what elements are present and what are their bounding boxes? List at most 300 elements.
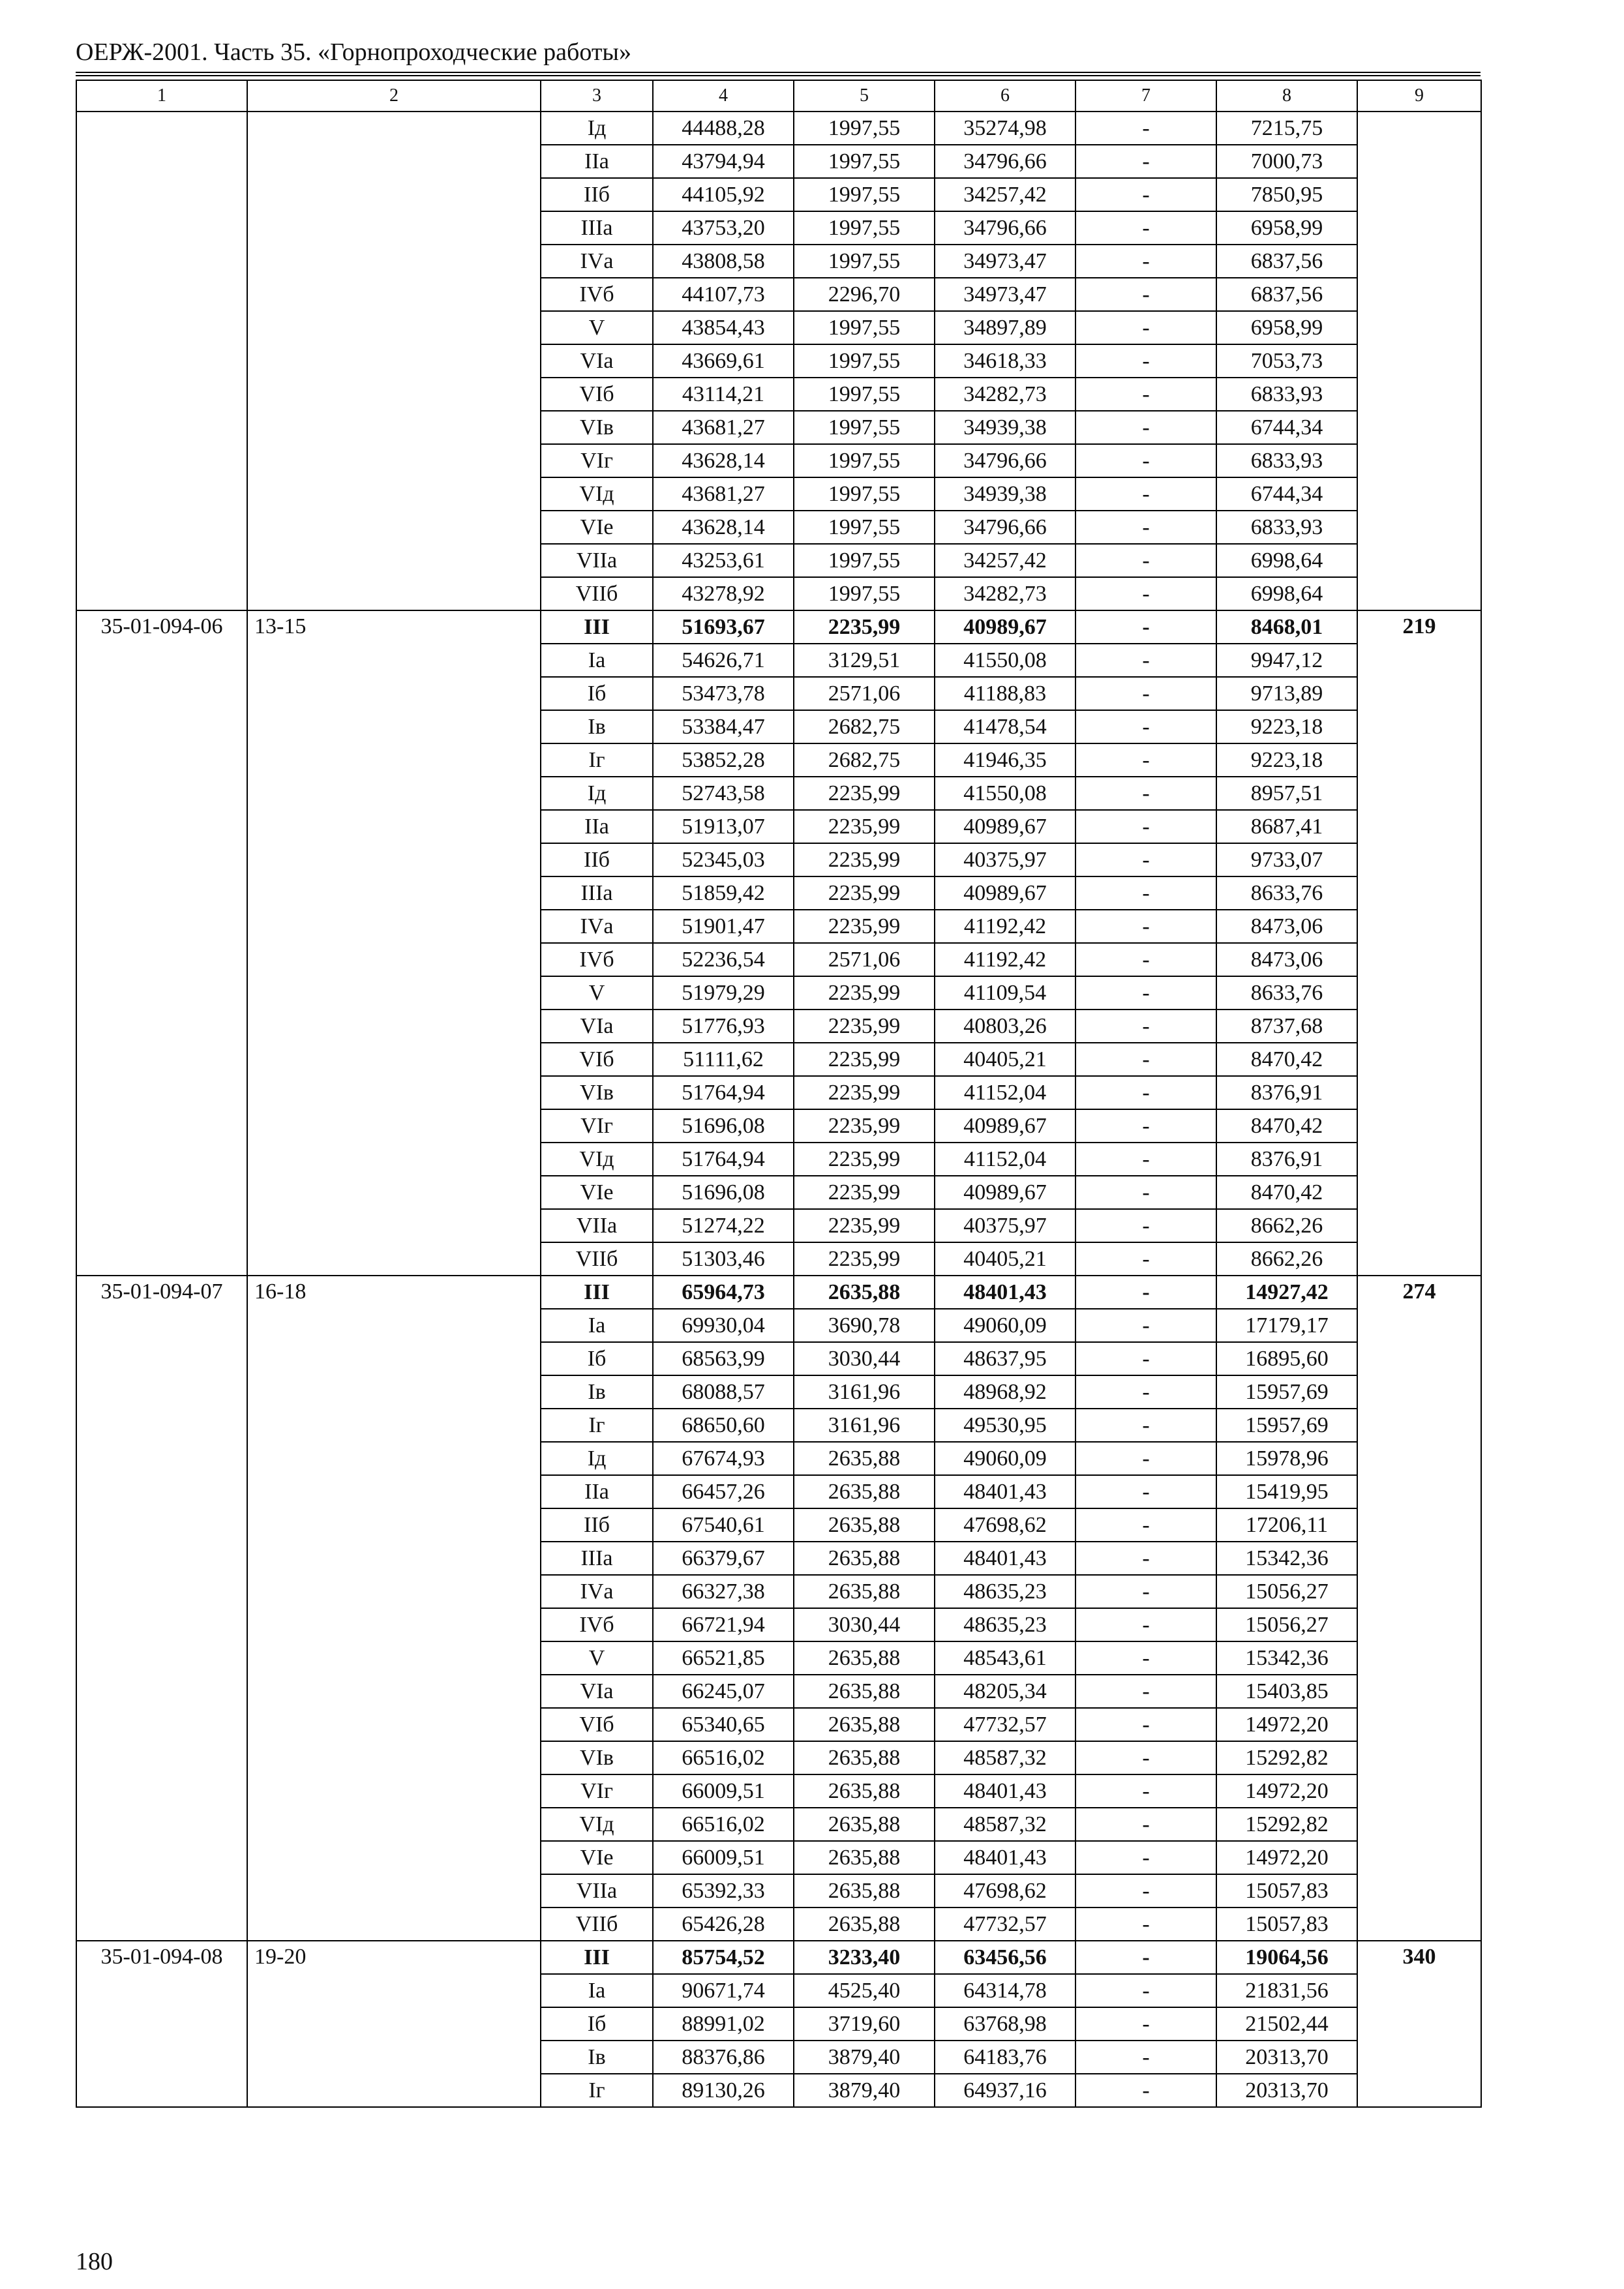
class-cell: IVб bbox=[541, 1608, 653, 1641]
drivers-wages-cell: - bbox=[1075, 976, 1216, 1010]
total-cost-cell: 43669,61 bbox=[653, 344, 794, 378]
class-cell: VIб bbox=[541, 1043, 653, 1076]
total-cost-cell: 69930,04 bbox=[653, 1309, 794, 1342]
total-cost-cell: 52743,58 bbox=[653, 777, 794, 810]
wages-cell: 1997,55 bbox=[794, 378, 935, 411]
machines-cell: 34973,47 bbox=[935, 278, 1075, 311]
machines-cell: 48635,23 bbox=[935, 1608, 1075, 1641]
wages-cell: 1997,55 bbox=[794, 477, 935, 511]
total-cost-cell: 66009,51 bbox=[653, 1841, 794, 1874]
class-cell: IIIа bbox=[541, 211, 653, 245]
drivers-wages-cell: - bbox=[1075, 1974, 1216, 2007]
total-cost-cell: 51764,94 bbox=[653, 1143, 794, 1176]
class-cell: VIв bbox=[541, 1741, 653, 1774]
table-body bbox=[76, 80, 1481, 2107]
wages-cell: 2235,99 bbox=[794, 1176, 935, 1209]
wages-cell: 2635,88 bbox=[794, 1675, 935, 1708]
wages-cell: 3161,96 bbox=[794, 1375, 935, 1409]
total-cost-cell: 68650,60 bbox=[653, 1409, 794, 1442]
wages-cell: 2235,99 bbox=[794, 1143, 935, 1176]
class-cell: VIа bbox=[541, 344, 653, 378]
drivers-wages-cell: - bbox=[1075, 477, 1216, 511]
materials-cell: 6744,34 bbox=[1216, 411, 1357, 444]
wages-cell: 2635,88 bbox=[794, 1708, 935, 1741]
class-cell: VIIб bbox=[541, 1242, 653, 1276]
total-cost-cell: 53473,78 bbox=[653, 677, 794, 710]
machines-cell: 48637,95 bbox=[935, 1342, 1075, 1375]
materials-cell: 15957,69 bbox=[1216, 1409, 1357, 1442]
materials-cell: 15056,27 bbox=[1216, 1608, 1357, 1641]
materials-cell: 8376,91 bbox=[1216, 1143, 1357, 1176]
materials-cell: 6833,93 bbox=[1216, 444, 1357, 477]
machines-cell: 41478,54 bbox=[935, 710, 1075, 743]
wages-cell: 2682,75 bbox=[794, 743, 935, 777]
total-cost-cell: 67674,93 bbox=[653, 1442, 794, 1475]
machines-cell: 40989,67 bbox=[935, 1109, 1075, 1143]
table-row bbox=[76, 112, 1481, 145]
machines-cell: 48401,43 bbox=[935, 1276, 1075, 1309]
wages-cell: 2235,99 bbox=[794, 1043, 935, 1076]
machines-cell: 48401,43 bbox=[935, 1475, 1075, 1508]
total-cost-cell: 67540,61 bbox=[653, 1508, 794, 1542]
class-cell: Iг bbox=[541, 1409, 653, 1442]
machines-cell: 41550,08 bbox=[935, 644, 1075, 677]
machines-cell: 35274,98 bbox=[935, 112, 1075, 145]
wages-cell: 2235,99 bbox=[794, 1076, 935, 1109]
drivers-wages-cell: - bbox=[1075, 610, 1216, 644]
drivers-wages-cell: - bbox=[1075, 1675, 1216, 1708]
total-cost-cell: 54626,71 bbox=[653, 644, 794, 677]
class-cell: V bbox=[541, 976, 653, 1010]
drivers-wages-cell: - bbox=[1075, 1176, 1216, 1209]
drivers-wages-cell: - bbox=[1075, 145, 1216, 178]
total-cost-cell: 65426,28 bbox=[653, 1908, 794, 1941]
drivers-wages-cell: - bbox=[1075, 943, 1216, 976]
total-cost-cell: 51696,08 bbox=[653, 1176, 794, 1209]
machines-cell: 34939,38 bbox=[935, 477, 1075, 511]
wages-cell: 2635,88 bbox=[794, 1575, 935, 1608]
materials-cell: 15292,82 bbox=[1216, 1741, 1357, 1774]
total-cost-cell: 51913,07 bbox=[653, 810, 794, 843]
drivers-wages-cell: - bbox=[1075, 278, 1216, 311]
class-cell: III bbox=[541, 1941, 653, 1974]
machines-cell: 41192,42 bbox=[935, 943, 1075, 976]
machines-cell: 48401,43 bbox=[935, 1774, 1075, 1808]
machines-cell: 63456,56 bbox=[935, 1941, 1075, 1974]
wages-cell: 2571,06 bbox=[794, 677, 935, 710]
drivers-wages-cell: - bbox=[1075, 378, 1216, 411]
total-cost-cell: 66516,02 bbox=[653, 1741, 794, 1774]
materials-cell: 9947,12 bbox=[1216, 644, 1357, 677]
wages-cell: 2235,99 bbox=[794, 810, 935, 843]
materials-cell: 15057,83 bbox=[1216, 1908, 1357, 1941]
drivers-wages-cell: - bbox=[1075, 1010, 1216, 1043]
drivers-wages-cell: - bbox=[1075, 1209, 1216, 1242]
wages-cell: 3879,40 bbox=[794, 2041, 935, 2074]
drivers-wages-cell: - bbox=[1075, 211, 1216, 245]
machines-cell: 47732,57 bbox=[935, 1708, 1075, 1741]
wages-cell: 1997,55 bbox=[794, 311, 935, 344]
total-cost-cell: 68088,57 bbox=[653, 1375, 794, 1409]
wages-cell: 2235,99 bbox=[794, 843, 935, 876]
wages-cell: 2682,75 bbox=[794, 710, 935, 743]
total-cost-cell: 66327,38 bbox=[653, 1575, 794, 1608]
materials-cell: 8662,26 bbox=[1216, 1242, 1357, 1276]
class-cell: IIIа bbox=[541, 876, 653, 910]
total-cost-cell: 68563,99 bbox=[653, 1342, 794, 1375]
labor-cost-cell bbox=[1357, 112, 1481, 610]
machines-cell: 41152,04 bbox=[935, 1143, 1075, 1176]
rate-code: 35-01-094-07 bbox=[76, 1276, 247, 1941]
machines-cell: 41946,35 bbox=[935, 743, 1075, 777]
drivers-wages-cell: - bbox=[1075, 1708, 1216, 1741]
class-cell: IVб bbox=[541, 278, 653, 311]
wages-cell: 1997,55 bbox=[794, 411, 935, 444]
position-range: 19-20 bbox=[247, 1941, 541, 2107]
machines-cell: 48401,43 bbox=[935, 1841, 1075, 1874]
materials-cell: 8633,76 bbox=[1216, 876, 1357, 910]
class-cell: IIа bbox=[541, 145, 653, 178]
materials-cell: 8473,06 bbox=[1216, 910, 1357, 943]
machines-cell: 34282,73 bbox=[935, 577, 1075, 610]
total-cost-cell: 43681,27 bbox=[653, 477, 794, 511]
materials-cell: 6833,93 bbox=[1216, 511, 1357, 544]
drivers-wages-cell: - bbox=[1075, 710, 1216, 743]
materials-cell: 8633,76 bbox=[1216, 976, 1357, 1010]
materials-cell: 8470,42 bbox=[1216, 1109, 1357, 1143]
class-cell: VIб bbox=[541, 378, 653, 411]
materials-cell: 7850,95 bbox=[1216, 178, 1357, 211]
materials-cell: 8470,42 bbox=[1216, 1043, 1357, 1076]
wages-cell: 2235,99 bbox=[794, 976, 935, 1010]
column-number: 9 bbox=[1357, 80, 1481, 112]
drivers-wages-cell: - bbox=[1075, 843, 1216, 876]
wages-cell: 2635,88 bbox=[794, 1874, 935, 1908]
materials-cell: 15342,36 bbox=[1216, 1641, 1357, 1675]
materials-cell: 8957,51 bbox=[1216, 777, 1357, 810]
total-cost-cell: 89130,26 bbox=[653, 2074, 794, 2107]
drivers-wages-cell: - bbox=[1075, 1808, 1216, 1841]
wages-cell: 3879,40 bbox=[794, 2074, 935, 2107]
machines-cell: 41550,08 bbox=[935, 777, 1075, 810]
drivers-wages-cell: - bbox=[1075, 1076, 1216, 1109]
wages-cell: 1997,55 bbox=[794, 112, 935, 145]
class-cell: Iа bbox=[541, 1309, 653, 1342]
total-cost-cell: 51303,46 bbox=[653, 1242, 794, 1276]
materials-cell: 6837,56 bbox=[1216, 278, 1357, 311]
page-header: ОЕРЖ-2001. Часть 35. «Горнопроходческие работы» bbox=[76, 38, 631, 66]
total-cost-cell: 44107,73 bbox=[653, 278, 794, 311]
materials-cell: 17179,17 bbox=[1216, 1309, 1357, 1342]
class-cell: III bbox=[541, 610, 653, 644]
materials-cell: 9223,18 bbox=[1216, 743, 1357, 777]
class-cell: Iд bbox=[541, 1442, 653, 1475]
total-cost-cell: 43253,61 bbox=[653, 544, 794, 577]
column-number: 7 bbox=[1075, 80, 1216, 112]
drivers-wages-cell: - bbox=[1075, 777, 1216, 810]
drivers-wages-cell: - bbox=[1075, 1242, 1216, 1276]
machines-cell: 47698,62 bbox=[935, 1508, 1075, 1542]
class-cell: Iв bbox=[541, 1375, 653, 1409]
class-cell: IVб bbox=[541, 943, 653, 976]
class-cell: V bbox=[541, 311, 653, 344]
materials-cell: 15957,69 bbox=[1216, 1375, 1357, 1409]
materials-cell: 17206,11 bbox=[1216, 1508, 1357, 1542]
wages-cell: 1997,55 bbox=[794, 444, 935, 477]
machines-cell: 34796,66 bbox=[935, 211, 1075, 245]
machines-cell: 41188,83 bbox=[935, 677, 1075, 710]
total-cost-cell: 51859,42 bbox=[653, 876, 794, 910]
machines-cell: 40989,67 bbox=[935, 610, 1075, 644]
wages-cell: 2235,99 bbox=[794, 610, 935, 644]
machines-cell: 40375,97 bbox=[935, 1209, 1075, 1242]
rate-code: 35-01-094-06 bbox=[76, 610, 247, 1276]
drivers-wages-cell: - bbox=[1075, 1342, 1216, 1375]
drivers-wages-cell: - bbox=[1075, 1276, 1216, 1309]
header-rule bbox=[76, 75, 1481, 76]
class-cell: IVа bbox=[541, 910, 653, 943]
column-number: 4 bbox=[653, 80, 794, 112]
table-row bbox=[76, 610, 1481, 644]
materials-cell: 8470,42 bbox=[1216, 1176, 1357, 1209]
wages-cell: 2635,88 bbox=[794, 1841, 935, 1874]
drivers-wages-cell: - bbox=[1075, 1375, 1216, 1409]
materials-cell: 14972,20 bbox=[1216, 1708, 1357, 1741]
drivers-wages-cell: - bbox=[1075, 344, 1216, 378]
materials-cell: 7215,75 bbox=[1216, 112, 1357, 145]
wages-cell: 1997,55 bbox=[794, 544, 935, 577]
drivers-wages-cell: - bbox=[1075, 1109, 1216, 1143]
drivers-wages-cell: - bbox=[1075, 544, 1216, 577]
wages-cell: 2235,99 bbox=[794, 1010, 935, 1043]
class-cell: VIд bbox=[541, 477, 653, 511]
drivers-wages-cell: - bbox=[1075, 411, 1216, 444]
machines-cell: 49060,09 bbox=[935, 1442, 1075, 1475]
labor-cost-cell: 274 bbox=[1357, 1276, 1481, 1941]
machines-cell: 41192,42 bbox=[935, 910, 1075, 943]
drivers-wages-cell: - bbox=[1075, 910, 1216, 943]
materials-cell: 6837,56 bbox=[1216, 245, 1357, 278]
materials-cell: 20313,70 bbox=[1216, 2041, 1357, 2074]
class-cell: VIа bbox=[541, 1010, 653, 1043]
class-cell: IVа bbox=[541, 1575, 653, 1608]
column-number: 5 bbox=[794, 80, 935, 112]
materials-cell: 7000,73 bbox=[1216, 145, 1357, 178]
position-range bbox=[247, 112, 541, 610]
column-number: 8 bbox=[1216, 80, 1357, 112]
drivers-wages-cell: - bbox=[1075, 1575, 1216, 1608]
wages-cell: 1997,55 bbox=[794, 577, 935, 610]
machines-cell: 48635,23 bbox=[935, 1575, 1075, 1608]
materials-cell: 14927,42 bbox=[1216, 1276, 1357, 1309]
drivers-wages-cell: - bbox=[1075, 1608, 1216, 1641]
materials-cell: 6958,99 bbox=[1216, 211, 1357, 245]
table-row bbox=[76, 1941, 1481, 1974]
wages-cell: 2635,88 bbox=[794, 1508, 935, 1542]
materials-cell: 8662,26 bbox=[1216, 1209, 1357, 1242]
machines-cell: 40989,67 bbox=[935, 1176, 1075, 1209]
total-cost-cell: 43753,20 bbox=[653, 211, 794, 245]
total-cost-cell: 65340,65 bbox=[653, 1708, 794, 1741]
drivers-wages-cell: - bbox=[1075, 2007, 1216, 2041]
materials-cell: 15057,83 bbox=[1216, 1874, 1357, 1908]
total-cost-cell: 66245,07 bbox=[653, 1675, 794, 1708]
machines-cell: 34796,66 bbox=[935, 511, 1075, 544]
wages-cell: 2571,06 bbox=[794, 943, 935, 976]
materials-cell: 7053,73 bbox=[1216, 344, 1357, 378]
position-range: 13-15 bbox=[247, 610, 541, 1276]
class-cell: VIIб bbox=[541, 1908, 653, 1941]
machines-cell: 64314,78 bbox=[935, 1974, 1075, 2007]
wages-cell: 2296,70 bbox=[794, 278, 935, 311]
class-cell: VIе bbox=[541, 1841, 653, 1874]
rate-code: 35-01-094-08 bbox=[76, 1941, 247, 2107]
total-cost-cell: 43278,92 bbox=[653, 577, 794, 610]
drivers-wages-cell: - bbox=[1075, 1508, 1216, 1542]
drivers-wages-cell: - bbox=[1075, 511, 1216, 544]
materials-cell: 14972,20 bbox=[1216, 1841, 1357, 1874]
drivers-wages-cell: - bbox=[1075, 245, 1216, 278]
drivers-wages-cell: - bbox=[1075, 1309, 1216, 1342]
total-cost-cell: 43681,27 bbox=[653, 411, 794, 444]
machines-cell: 34796,66 bbox=[935, 444, 1075, 477]
class-cell: III bbox=[541, 1276, 653, 1309]
materials-cell: 6998,64 bbox=[1216, 577, 1357, 610]
wages-cell: 2235,99 bbox=[794, 777, 935, 810]
drivers-wages-cell: - bbox=[1075, 2074, 1216, 2107]
wages-cell: 2635,88 bbox=[794, 1741, 935, 1774]
materials-cell: 9223,18 bbox=[1216, 710, 1357, 743]
wages-cell: 3690,78 bbox=[794, 1309, 935, 1342]
wages-cell: 2635,88 bbox=[794, 1276, 935, 1309]
wages-cell: 2635,88 bbox=[794, 1774, 935, 1808]
machines-cell: 63768,98 bbox=[935, 2007, 1075, 2041]
total-cost-cell: 43854,43 bbox=[653, 311, 794, 344]
labor-cost-cell: 340 bbox=[1357, 1941, 1481, 2107]
column-number: 1 bbox=[76, 80, 247, 112]
drivers-wages-cell: - bbox=[1075, 1043, 1216, 1076]
wages-cell: 2235,99 bbox=[794, 1209, 935, 1242]
drivers-wages-cell: - bbox=[1075, 1641, 1216, 1675]
wages-cell: 2635,88 bbox=[794, 1442, 935, 1475]
machines-cell: 40989,67 bbox=[935, 876, 1075, 910]
machines-cell: 40405,21 bbox=[935, 1242, 1075, 1276]
materials-cell: 8473,06 bbox=[1216, 943, 1357, 976]
drivers-wages-cell: - bbox=[1075, 1442, 1216, 1475]
total-cost-cell: 66521,85 bbox=[653, 1641, 794, 1675]
materials-cell: 8737,68 bbox=[1216, 1010, 1357, 1043]
wages-cell: 2235,99 bbox=[794, 1109, 935, 1143]
machines-cell: 34897,89 bbox=[935, 311, 1075, 344]
wages-cell: 3161,96 bbox=[794, 1409, 935, 1442]
materials-cell: 6998,64 bbox=[1216, 544, 1357, 577]
total-cost-cell: 88991,02 bbox=[653, 2007, 794, 2041]
drivers-wages-cell: - bbox=[1075, 1475, 1216, 1508]
total-cost-cell: 90671,74 bbox=[653, 1974, 794, 2007]
total-cost-cell: 51764,94 bbox=[653, 1076, 794, 1109]
total-cost-cell: 43794,94 bbox=[653, 145, 794, 178]
class-cell: IIа bbox=[541, 810, 653, 843]
class-cell: VIIа bbox=[541, 1209, 653, 1242]
column-number: 2 bbox=[247, 80, 541, 112]
total-cost-cell: 51693,67 bbox=[653, 610, 794, 644]
total-cost-cell: 51776,93 bbox=[653, 1010, 794, 1043]
total-cost-cell: 51111,62 bbox=[653, 1043, 794, 1076]
class-cell: Iб bbox=[541, 2007, 653, 2041]
class-cell: IIа bbox=[541, 1475, 653, 1508]
wages-cell: 1997,55 bbox=[794, 245, 935, 278]
materials-cell: 21502,44 bbox=[1216, 2007, 1357, 2041]
materials-cell: 9733,07 bbox=[1216, 843, 1357, 876]
header-rule bbox=[76, 72, 1481, 73]
class-cell: VIIа bbox=[541, 544, 653, 577]
drivers-wages-cell: - bbox=[1075, 1941, 1216, 1974]
column-number-row bbox=[76, 80, 1481, 112]
drivers-wages-cell: - bbox=[1075, 311, 1216, 344]
class-cell: VIе bbox=[541, 511, 653, 544]
total-cost-cell: 43628,14 bbox=[653, 511, 794, 544]
class-cell: Iг bbox=[541, 2074, 653, 2107]
total-cost-cell: 65964,73 bbox=[653, 1276, 794, 1309]
materials-cell: 9713,89 bbox=[1216, 677, 1357, 710]
materials-cell: 8687,41 bbox=[1216, 810, 1357, 843]
total-cost-cell: 51696,08 bbox=[653, 1109, 794, 1143]
drivers-wages-cell: - bbox=[1075, 112, 1216, 145]
wages-cell: 1997,55 bbox=[794, 511, 935, 544]
total-cost-cell: 85754,52 bbox=[653, 1941, 794, 1974]
class-cell: VIб bbox=[541, 1708, 653, 1741]
wages-cell: 2235,99 bbox=[794, 876, 935, 910]
materials-cell: 15342,36 bbox=[1216, 1542, 1357, 1575]
machines-cell: 48968,92 bbox=[935, 1375, 1075, 1409]
wages-cell: 2635,88 bbox=[794, 1908, 935, 1941]
drivers-wages-cell: - bbox=[1075, 644, 1216, 677]
wages-cell: 2635,88 bbox=[794, 1542, 935, 1575]
class-cell: VIв bbox=[541, 411, 653, 444]
machines-cell: 64183,76 bbox=[935, 2041, 1075, 2074]
class-cell: IVа bbox=[541, 245, 653, 278]
materials-cell: 20313,70 bbox=[1216, 2074, 1357, 2107]
machines-cell: 48587,32 bbox=[935, 1808, 1075, 1841]
materials-cell: 19064,56 bbox=[1216, 1941, 1357, 1974]
materials-cell: 15419,95 bbox=[1216, 1475, 1357, 1508]
class-cell: VIг bbox=[541, 444, 653, 477]
machines-cell: 47698,62 bbox=[935, 1874, 1075, 1908]
wages-cell: 1997,55 bbox=[794, 145, 935, 178]
drivers-wages-cell: - bbox=[1075, 1143, 1216, 1176]
drivers-wages-cell: - bbox=[1075, 1542, 1216, 1575]
total-cost-cell: 66516,02 bbox=[653, 1808, 794, 1841]
materials-cell: 6833,93 bbox=[1216, 378, 1357, 411]
wages-cell: 2235,99 bbox=[794, 1242, 935, 1276]
machines-cell: 47732,57 bbox=[935, 1908, 1075, 1941]
machines-cell: 34282,73 bbox=[935, 378, 1075, 411]
class-cell: Iв bbox=[541, 710, 653, 743]
class-cell: VIв bbox=[541, 1076, 653, 1109]
wages-cell: 2635,88 bbox=[794, 1475, 935, 1508]
materials-cell: 8468,01 bbox=[1216, 610, 1357, 644]
materials-cell: 8376,91 bbox=[1216, 1076, 1357, 1109]
class-cell: Iв bbox=[541, 2041, 653, 2074]
class-cell: VIе bbox=[541, 1176, 653, 1209]
materials-cell: 15978,96 bbox=[1216, 1442, 1357, 1475]
machines-cell: 40989,67 bbox=[935, 810, 1075, 843]
machines-cell: 49060,09 bbox=[935, 1309, 1075, 1342]
total-cost-cell: 52345,03 bbox=[653, 843, 794, 876]
wages-cell: 2635,88 bbox=[794, 1641, 935, 1675]
drivers-wages-cell: - bbox=[1075, 677, 1216, 710]
rates-table bbox=[76, 80, 1482, 2108]
